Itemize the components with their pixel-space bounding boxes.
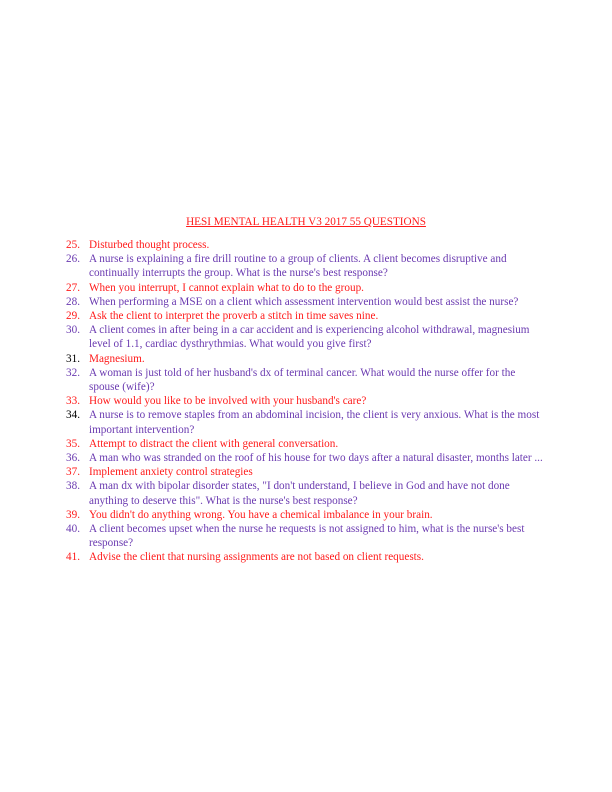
item-number: 27. — [66, 281, 80, 294]
answer-item — [66, 281, 546, 295]
item-number: 26. — [66, 253, 80, 266]
answer-item — [66, 309, 546, 323]
item-number: 29. — [66, 310, 80, 323]
item-text: Advise the client that nursing assignments are not based on client requests. — [89, 551, 424, 564]
item-number: 41. — [66, 551, 80, 564]
question-item — [66, 408, 546, 436]
question-item — [66, 522, 546, 550]
item-number: 28. — [66, 295, 80, 308]
item-number: 36. — [66, 452, 80, 465]
item-number: 38. — [66, 480, 80, 493]
item-number: 33. — [66, 395, 80, 408]
item-number: 30. — [66, 324, 80, 337]
item-text: Implement anxiety control strategies — [89, 466, 253, 479]
answer-item — [66, 508, 546, 522]
answer-item — [66, 394, 546, 408]
item-number: 31. — [66, 352, 80, 365]
document-title: HESI MENTAL HEALTH V3 2017 55 QUESTIONS — [186, 216, 426, 228]
question-item — [66, 366, 546, 394]
item-number: 39. — [66, 508, 80, 521]
item-text: Disturbed thought process. — [89, 239, 210, 251]
answer-item — [66, 352, 546, 366]
answer-item — [66, 238, 546, 252]
answer-item — [66, 465, 546, 479]
item-text: A man dx with bipolar disorder states, "I don't understand, I believe in God and have not done anything to deserve this". What is the nurse's best response? — [89, 480, 510, 507]
item-number: 37. — [66, 466, 80, 479]
question-item — [66, 295, 546, 309]
item-text: How would you like to be involved with your husband's care? — [89, 395, 367, 408]
item-number: 40. — [66, 523, 80, 536]
answer-item — [66, 437, 546, 451]
question-item — [66, 252, 546, 280]
item-text: A nurse is explaining a fire drill routine to a group of clients. A client becomes disruptive and continually interrupts the group. What is the nurse's best response? — [89, 253, 507, 280]
answer-item — [66, 550, 546, 564]
item-text: When you interrupt, I cannot explain what to do to the group. — [89, 281, 364, 294]
item-text: A client comes in after being in a car accident and is experiencing alcohol withdrawal, magnesium level of 1.1, cardiac dysthrythmias. What would you give first? — [89, 324, 530, 351]
item-text: A man who was stranded on the roof of his house for two days after a natural disaster, months later ... — [89, 452, 543, 465]
item-number: 32. — [66, 366, 80, 379]
question-list — [66, 238, 546, 565]
question-item — [66, 451, 546, 465]
item-text: Ask the client to interpret the proverb a stitch in time saves nine. — [89, 310, 379, 323]
item-text: Magnesium. — [89, 352, 145, 365]
item-number: 34. — [66, 409, 80, 422]
item-text: A woman is just told of her husband's dx of terminal cancer. What would the nurse offer for the spouse (wife)? — [89, 366, 516, 394]
item-text: Attempt to distract the client with general conversation. — [89, 437, 339, 450]
question-item — [66, 323, 546, 351]
item-text: When performing a MSE on a client which assessment intervention would best assist the nurse? — [89, 295, 519, 308]
item-text: A nurse is to remove staples from an abdominal incision, the client is very anxious. What is the most important intervention? — [89, 409, 540, 436]
item-number: 25. — [66, 239, 80, 251]
question-item — [66, 479, 546, 507]
item-text: A client becomes upset when the nurse he requests is not assigned to him, what is the nurse's best response? — [89, 523, 525, 550]
item-text: You didn't do anything wrong. You have a chemical imbalance in your brain. — [89, 508, 433, 521]
item-number: 35. — [66, 437, 80, 450]
